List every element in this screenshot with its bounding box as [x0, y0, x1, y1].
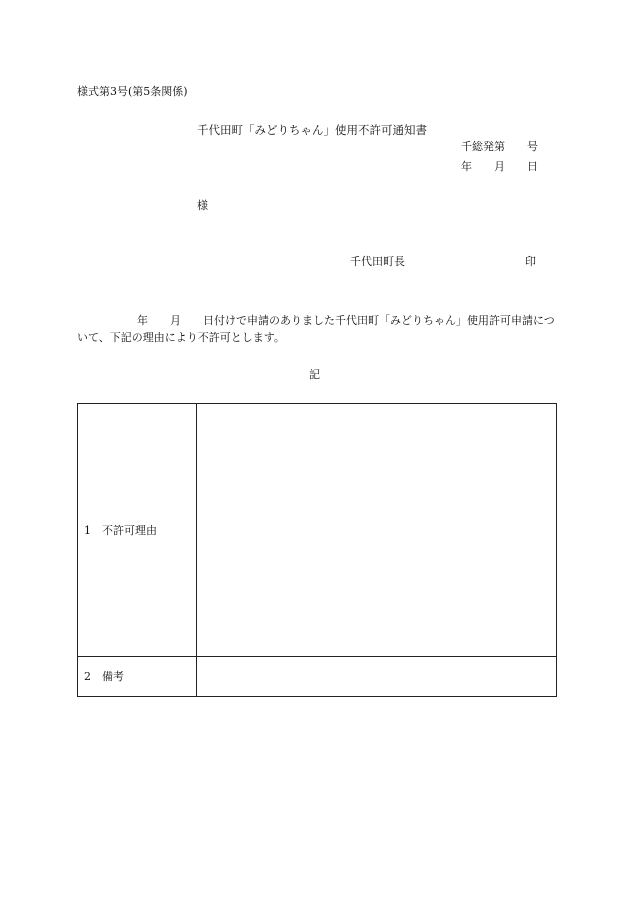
seal-mark: 印 — [525, 255, 536, 268]
remarks-label-cell: 2 備考 — [78, 657, 197, 697]
reason-table — [77, 403, 557, 697]
document-title: 千代田町「みどりちゃん」使用不許可通知書 — [197, 123, 427, 137]
addressee-honorific: 様 — [197, 199, 208, 212]
remarks-value-cell — [197, 657, 557, 697]
notice-heading: 記 — [309, 368, 320, 381]
reason-label-cell: 1 不許可理由 — [78, 404, 197, 657]
table-row-remarks — [78, 657, 557, 697]
notice-body-text: 年 月 日付けで申請のありました千代田町「みどりちゃん」使用許可申請について、下記の理由により不許可とします。 — [77, 314, 555, 344]
document-date: 年 月 日 — [461, 160, 538, 173]
reason-value-cell — [197, 404, 557, 657]
issuer-name: 千代田町長 — [350, 255, 405, 268]
table-row-reason — [78, 404, 557, 657]
form-number-label: 様式第3号(第5条関係) — [77, 85, 188, 98]
document-number: 千総発第 号 — [461, 140, 538, 153]
